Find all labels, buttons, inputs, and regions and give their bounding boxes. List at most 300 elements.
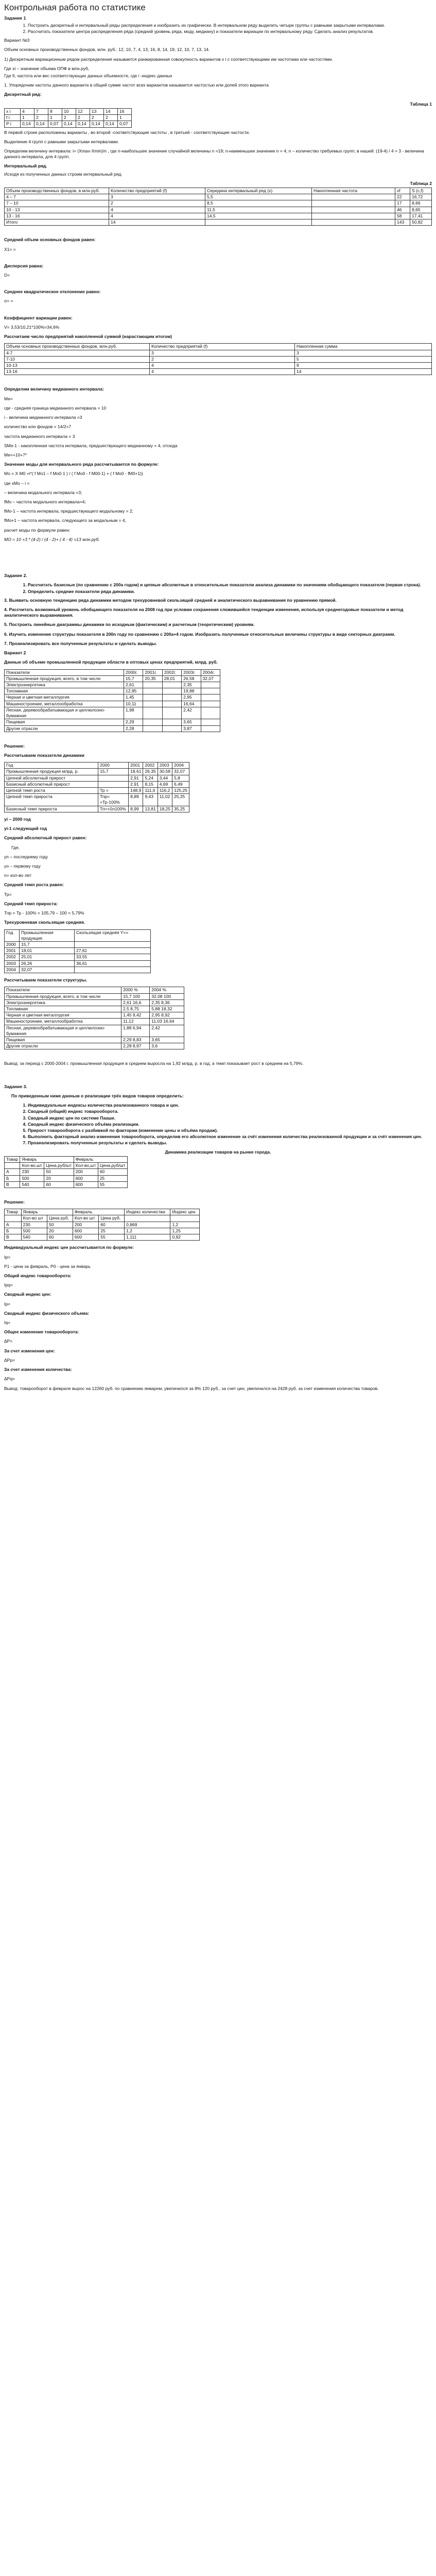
table-row: [5, 115, 132, 121]
table-cell: 500: [20, 1175, 44, 1181]
table-cell: Цепной темп прироста: [5, 794, 98, 806]
table-cell: Электроэнергетика: [5, 999, 121, 1006]
table-cell: 2: [150, 356, 295, 362]
table-row: [5, 941, 151, 947]
table-cell: 5,24: [143, 775, 158, 781]
table-cell: 12: [76, 108, 90, 114]
table-header-cell: [5, 1215, 22, 1222]
task3-line: Сводный индекс цен:: [4, 1292, 51, 1297]
table-cell: 46: [395, 207, 410, 213]
table-cell: [162, 688, 181, 694]
table-cell: 9,43: [143, 794, 158, 806]
table-row: [5, 200, 432, 207]
table-header-cell: 2003г.: [182, 669, 201, 675]
table-cell: 2,28: [124, 725, 143, 732]
table-cell: Машиностроение, металлообработка: [5, 1019, 121, 1025]
table-cell: 1,98: [124, 707, 143, 719]
table-cell: Машиностроение, металлообработка: [5, 701, 124, 707]
table-cell: Черная и цветная металлургия: [5, 1012, 121, 1019]
table-cell: [98, 781, 129, 787]
table-cell: 600: [74, 1175, 98, 1181]
mode-line: fMo-1 – частота интервала, предшествующего модальному = 2;: [4, 509, 134, 514]
table-header-row: [5, 929, 151, 941]
table-cell: 32,07: [20, 967, 75, 973]
task2-line: Трехуровневая скользящая средняя.: [4, 920, 85, 925]
task3-line: ΔΡ=: [4, 1338, 13, 1344]
table-row: [5, 108, 132, 114]
table-cell: 0,14: [62, 121, 76, 127]
table-cell: 15,7: [98, 769, 129, 775]
task1-discrete-def: 1) Дискретным вариационным рядом распределения называется ранжированная совокупность вариантов x i с соответствующими им частотами или частостями.: [4, 56, 334, 62]
table-header-cell: Накопленная сумма: [295, 344, 432, 350]
table-header-cell: Индекс цен: [170, 1209, 200, 1215]
task2-line: Средний абсолютный прирост равен:: [4, 835, 87, 841]
mode-where: где xMo – i =: [4, 480, 30, 486]
table-header-cell: 2002г.: [162, 669, 181, 675]
table-header-cell: 2000г.: [124, 669, 143, 675]
task3-item: 7. Проанализировать полученные результаты и сделать выводы.: [28, 1140, 432, 1146]
table-cell: 32,07: [201, 675, 220, 682]
table-row: [5, 688, 220, 694]
median-line: Me=: [4, 396, 13, 401]
table-cell: 26,26: [20, 960, 75, 967]
table-total-row: [5, 219, 432, 226]
table-row: [5, 207, 432, 213]
table-cell: 4: [150, 362, 295, 368]
table-row: [5, 1019, 184, 1025]
task3-line: ΔΡq=: [4, 1376, 15, 1382]
table-cell: 1,25: [170, 1228, 200, 1234]
table-cell: 3,44: [158, 775, 172, 781]
table-cell: 25: [99, 1228, 125, 1234]
table-cell: [201, 725, 220, 732]
table-cell: 2,91: [129, 775, 143, 781]
table-cell: [143, 719, 162, 725]
table-cell: 2: [90, 115, 104, 121]
table-cell: В: [5, 1234, 22, 1241]
table-header-cell: Показатели: [5, 669, 124, 675]
table-cell: 30,58: [158, 769, 172, 775]
table-cell: 15,7: [124, 675, 143, 682]
table-cell: 4: [21, 108, 34, 114]
cumulative-title: Рассчитаем число предприятий накопленной суммой (нарастающим итогом): [4, 334, 172, 340]
table-cell: 3: [109, 194, 205, 200]
task1-item: 2. Рассчитать показатели центра распределения ряда (средний уровень ряда, моду, медиану) и показатели вариации по интервальному ряду. Сделать анализ результатов.: [28, 29, 432, 35]
table-row: [5, 806, 189, 812]
table-cell: 1,45 9,42: [121, 1012, 150, 1019]
table-cell: А: [5, 1169, 20, 1175]
table-header-row: [5, 1156, 128, 1162]
table-cell: 0,14: [21, 121, 34, 127]
table-header-row: [5, 1209, 200, 1215]
table-cell: 5,8: [172, 775, 189, 781]
table-cell: P i: [5, 121, 21, 127]
mode-line: fMo+1 – частота интервала, следующего за модальным = 4,: [4, 518, 127, 523]
task2-line: Тр=: [4, 891, 12, 897]
table-cell: 11,12: [121, 1019, 150, 1025]
task2-item: 2. Определить средние показатели ряда динамики.: [28, 589, 432, 595]
table-row: [5, 1175, 128, 1181]
table-row: [5, 794, 189, 806]
task1-data-intro: Объем основных производственных фондов, млн. руб.: 12, 10, 7, 4, 13, 16, 8, 14, 19, 12, 10, 7, 13, 14.: [4, 47, 210, 53]
table-cell: 11,03 16,64: [150, 1019, 184, 1025]
table-cell: [312, 194, 395, 200]
table-cell: 2,5 8,75: [121, 1006, 150, 1012]
table-cell: f i: [5, 115, 21, 121]
table-cell: 125,25: [172, 788, 189, 794]
table-cell: Базисный темп прироста: [5, 806, 98, 812]
table-cell: Другие отрасли: [5, 725, 124, 732]
table-header-cell: 2000: [98, 762, 129, 769]
table-cell: 14,5: [205, 213, 312, 219]
table-cell: Электроэнергетика: [5, 682, 124, 688]
sd-formula: σ= =: [4, 298, 13, 304]
task2-line: yo – первому году: [4, 863, 41, 869]
table-row: [5, 1181, 128, 1188]
table-header-row: [5, 762, 189, 769]
table-cell: 0,07: [118, 121, 132, 127]
table-row: [5, 1006, 184, 1012]
table-cell: [162, 707, 181, 719]
table-cell: 3,65: [150, 1037, 184, 1043]
table-cell: [201, 682, 220, 688]
table-cell: Тп=+0л100%: [98, 806, 129, 812]
table-header-cell: Объем основных производственных фондов, млн.руб.: [5, 344, 150, 350]
table-header-cell: 2004: [172, 762, 189, 769]
table-cell: 25: [98, 1175, 127, 1181]
groups-intro: Выделение 4 групп с равными закрытыми интервалами.: [4, 139, 119, 144]
table-cell: 2,28 8,97: [121, 1043, 150, 1049]
table-cell: 26,35: [143, 769, 158, 775]
table2-caption: Таблица 2: [410, 180, 432, 186]
table-cell: 5,5: [205, 194, 312, 200]
table-cell: 1,2: [170, 1222, 200, 1228]
median-line: SMe-1 - накопленная частота интервала, предшествующего медианному = 4, отсюда: [4, 443, 178, 448]
table-cell: 50: [47, 1222, 73, 1228]
table-cell: 600: [74, 1181, 98, 1188]
table-row: [5, 362, 432, 368]
table-cell: Б: [5, 1175, 20, 1181]
table-row: [5, 719, 220, 725]
table-header-cell: 2004 %: [150, 987, 184, 993]
task2-line: Средний темп роста равен:: [4, 882, 64, 888]
table-cell: 32,07: [172, 769, 189, 775]
table-header-row: [5, 344, 432, 350]
table-cell: 2: [76, 115, 90, 121]
table-cell: 3: [150, 350, 295, 356]
table-cell: [143, 682, 162, 688]
table-cell: 0,14: [90, 121, 104, 127]
table-row: [5, 675, 220, 682]
table-cell: 0,14: [34, 121, 48, 127]
table-cell: Топливная: [5, 1006, 121, 1012]
table-cell: В: [5, 1181, 20, 1188]
table-cell: 500: [21, 1228, 47, 1234]
table-cell: 35,25: [172, 806, 189, 812]
table-row: [5, 1234, 200, 1241]
table-header-cell: 2002: [143, 762, 158, 769]
table-cell: 0,869: [125, 1222, 170, 1228]
table-cell: 200: [73, 1222, 98, 1228]
table-cell: 2,95 8,92: [150, 1012, 184, 1019]
table-cell: 2,61: [124, 682, 143, 688]
table-cell: 14: [104, 108, 118, 114]
table-row: [5, 954, 151, 960]
table-cell: 2,29: [124, 719, 143, 725]
table-row: [5, 781, 189, 787]
table-cell: 2: [104, 115, 118, 121]
table-header-cell: Количество предприятий (f): [150, 344, 295, 350]
task1-where1: Где xi – значение объема ОПФ в млн.руб,: [4, 65, 90, 71]
table-cell: 2,95: [182, 694, 201, 701]
table-cell: [201, 707, 220, 719]
table-cell: 8,66: [410, 200, 432, 207]
table-cell: 10: [62, 108, 76, 114]
table-cell: Пищевая: [5, 719, 124, 725]
table3-cumulative: [4, 343, 432, 375]
table-header-cell: Скользящая средняя Y==: [75, 929, 151, 941]
table-cell: [162, 682, 181, 688]
table-row: [5, 999, 184, 1006]
table-cell: 0,92: [170, 1234, 200, 1241]
table-cell: 4: [109, 213, 205, 219]
table-cell: 4: [150, 369, 295, 375]
table-cell: 8,65: [410, 207, 432, 213]
task2-item-extra: 7. Проанализировать все полученные результаты и сделать выводы.: [4, 640, 157, 646]
table-cell: 4,69: [158, 781, 172, 787]
table-cell: [98, 775, 129, 781]
table-cell: 18,25: [158, 806, 172, 812]
table-header-cell: Февраль: [74, 1156, 127, 1162]
table-header-cell: S (c,f): [410, 188, 432, 194]
table-header-cell: Год: [5, 929, 20, 941]
table-cell: А: [5, 1222, 22, 1228]
page-title: Контрольная работа по статистике: [4, 3, 146, 12]
task1-where2: Где fi, частота или вес соответствующих данных объемносте, где i -индекс данных: [4, 73, 172, 78]
table-cell: 7: [34, 108, 48, 114]
table-header-row: [5, 669, 220, 675]
mode-title: Значение моды для интервального ряда рассчитывается по формуле:: [4, 462, 159, 467]
task1-variant: Вариант №3: [4, 38, 30, 43]
table-cell: 16,64: [182, 701, 201, 707]
task3-line: Iр=: [4, 1254, 11, 1260]
table-cell: 4 – 7: [5, 194, 109, 200]
table-cell: 32,08 100: [150, 993, 184, 999]
table-header-cell: Кол-во,шт: [20, 1163, 44, 1169]
table-cell: [162, 725, 181, 732]
table-cell: 25,01: [20, 954, 75, 960]
table-cell: Тр =: [98, 788, 129, 794]
task3-item: 3. Сводный индекс цен по системе Пааше.: [28, 1115, 432, 1121]
table-header-cell: Товар: [5, 1209, 22, 1215]
task3-final: Вывод: товарооборот в феврале вырос на 12260 руб. по сравнению январем, увеличился за 8% 120 руб., за счет цен, увеличился на 2428 руб. за счет изменения количества товаров.: [4, 1385, 379, 1391]
table-header-cell: 2003: [158, 762, 172, 769]
table-cell: 230: [21, 1222, 47, 1228]
table-cell: 10-13: [5, 362, 150, 368]
task2-item: 1. Рассчитать базисные (по сравнению с 200а годом) и цепные абсолютные в относительные показатели анализа динамики по значениям обобщающего показателя (первая строка).: [28, 582, 432, 588]
table-cell: 18,61: [129, 769, 143, 775]
table-cell: Промышленная продукция млрд. р.: [5, 769, 98, 775]
table-cell: 143: [395, 219, 410, 226]
table-cell: [312, 219, 395, 226]
table-cell: 5,88 18,32: [150, 1006, 184, 1012]
table1-discrete-series: [4, 108, 132, 128]
task3-line: Индивидуальный индекс цен рассчитывается по формуле:: [4, 1245, 134, 1250]
table-cell: 2: [34, 115, 48, 121]
table-header-row: [5, 1163, 128, 1169]
table-header-row: [5, 188, 432, 194]
table-cell: 8,5: [205, 200, 312, 207]
task3-item: 4. Сводный индекс физического объёма реализации.: [28, 1122, 432, 1127]
table-header-cell: Количество предприятий (f): [109, 188, 205, 194]
table-cell: Базисный абсолютный прирост: [5, 781, 98, 787]
table-cell: 8,89: [129, 794, 143, 806]
task2-line: yn – последнему году: [4, 854, 48, 859]
table-row: [5, 960, 151, 967]
task3-line: Iq=: [4, 1320, 11, 1326]
table-cell: 11,02: [158, 794, 172, 806]
table-cell: 15,7 100: [121, 993, 150, 999]
table-cell: 17,41: [410, 213, 432, 219]
table-header-cell: 2000 %: [121, 987, 150, 993]
table-row: [5, 707, 220, 719]
median-title: Определим величину медианного интервала:: [4, 386, 104, 392]
table-cell: [205, 219, 312, 226]
table-row: [5, 1222, 200, 1228]
table-cell: 2: [62, 115, 76, 121]
task3-solution-table: [4, 1209, 200, 1241]
table-cell: 6,49: [172, 781, 189, 787]
table-header-cell: 2001г.: [143, 669, 162, 675]
table-row: [5, 1169, 128, 1175]
table-cell: 8,15: [143, 781, 158, 787]
task2-calc-title: Рассчитываем показатели динамики: [4, 752, 84, 758]
table-header-cell: Кол-во шт: [21, 1215, 47, 1222]
table1-caption: Таблица 1: [410, 101, 432, 107]
table-row: [5, 993, 184, 999]
table-header-cell: Январь: [20, 1156, 74, 1162]
table-header-cell: Цена руб.: [99, 1215, 125, 1222]
cv-title: Коэффициент вариации равен:: [4, 315, 73, 320]
table-cell: 20: [44, 1175, 74, 1181]
table-header-cell: Кол-во шт: [73, 1215, 98, 1222]
table-cell: [75, 941, 151, 947]
table-cell: 26,58: [182, 675, 201, 682]
table-header-cell: Кол-во,шт: [74, 1163, 98, 1169]
median-line: количество или фондов = 14/2=7: [4, 424, 72, 430]
table-row: [5, 967, 151, 973]
table-cell: 10 - 13: [5, 207, 109, 213]
table-cell: 4: [109, 207, 205, 213]
table-cell: 1,2: [125, 1228, 170, 1234]
table-cell: 20: [47, 1228, 73, 1234]
mode-line: fMo – частота модального интервала=4;: [4, 499, 86, 505]
task2-line: n= кол-во лет: [4, 873, 32, 878]
task2-moving-average-table: [4, 929, 151, 974]
table-cell: 60: [44, 1181, 74, 1188]
table-cell: 60: [99, 1222, 125, 1228]
table-cell: Промышленная продукция, всего, в том числе: [5, 993, 121, 999]
table-cell: 25,25: [172, 794, 189, 806]
task3-line: За счет изменения цен:: [4, 1348, 55, 1353]
table-header-cell: Цена,руб/шт: [98, 1163, 127, 1169]
table-cell: 2000: [5, 941, 20, 947]
table-cell: 2001: [5, 948, 20, 954]
table-row: [5, 769, 189, 775]
task3-list: [4, 1103, 432, 1146]
task2-table-title: Данные об объеме промышленной продукции области в оптовых ценах предприятий, млрд. руб.: [4, 659, 218, 665]
table-header-row: [5, 1215, 200, 1222]
table-header-cell: Товар: [5, 1156, 20, 1162]
task3-intro: По приведенным ниже данным о реализации трёх видов товаров определить:: [11, 1093, 184, 1098]
table-cell: 111,0: [143, 788, 158, 794]
table-cell: Промышленная продукция, всего, в том числе: [5, 675, 124, 682]
task3-source-table: [4, 1156, 128, 1188]
task3-item: 2. Сводный (общий) индекс товарооборота.: [28, 1109, 432, 1114]
table-cell: x i: [5, 108, 21, 114]
table-cell: 58: [395, 213, 410, 219]
table-header-cell: 2001: [129, 762, 143, 769]
table-cell: 2: [109, 200, 205, 207]
table-cell: 2,91: [129, 781, 143, 787]
table-cell: 0,14: [104, 121, 118, 127]
task3-line: Р1 - цена за февраль, Р0 - цена за январь: [4, 1263, 91, 1269]
task2-line: Тпр = Тр - 100% = 105,79 – 100 = 5,79%: [4, 910, 84, 916]
table-cell: 13 - 16: [5, 213, 109, 219]
table-cell: 1: [118, 115, 132, 121]
table-cell: 7 – 10: [5, 200, 109, 207]
table-cell: 116,2: [158, 788, 172, 794]
table-cell: 7-10: [5, 356, 150, 362]
table-cell: Итого: [5, 219, 109, 226]
task2-list: [4, 582, 432, 594]
task3-solution: Решение:: [4, 1199, 25, 1205]
table-cell: 14: [109, 219, 205, 226]
after-table1: В первой строке расположены варианты , во второй -соответствующие частоты , в третьей - соответствующие частости.: [4, 129, 250, 135]
table-header-row: [5, 987, 184, 993]
table-row: [5, 788, 189, 794]
table-cell: [201, 688, 220, 694]
median-line: i - величина медианного интервала =3: [4, 415, 82, 420]
discrete-series-title: Дискретный ряд:: [4, 92, 42, 97]
table-cell: 148,9: [129, 788, 143, 794]
table-cell: 540: [20, 1181, 44, 1188]
table-row: [5, 369, 432, 375]
mean-title: Средний объем основных фондов равен:: [4, 237, 96, 243]
task3-item: 1. Индивидуальные индексы количества реализованного товара и цен.: [28, 1103, 432, 1108]
table-cell: Другие отрасли: [5, 1043, 121, 1049]
sd-title: Среднее квадратическое отклонение равно:: [4, 289, 101, 295]
task2-line: Средний темп прироста:: [4, 901, 58, 906]
table-cell: 17: [395, 200, 410, 207]
table-cell: 18,01: [20, 948, 75, 954]
task1-list: [4, 23, 432, 35]
task2-item-extra: 5. Построить линейные диаграммы динамики по исходным (фактическим) и расчетным (теоретическим) уровням.: [4, 622, 255, 628]
table-cell: 4-7: [5, 350, 150, 356]
table-row: [5, 948, 151, 954]
table-row: [5, 356, 432, 362]
table-cell: [312, 207, 395, 213]
table-header-cell: Цена,руб/шт: [44, 1163, 74, 1169]
table-cell: 16: [118, 108, 132, 114]
table-cell: Б: [5, 1228, 22, 1234]
table-cell: 8,99: [129, 806, 143, 812]
mode-line: – величина модального интервала =3;: [4, 489, 82, 495]
dispersion-title: Дисперсия равна:: [4, 263, 44, 268]
table-row: [5, 1025, 184, 1037]
table-cell: 3,87: [182, 725, 201, 732]
table-cell: [143, 694, 162, 701]
